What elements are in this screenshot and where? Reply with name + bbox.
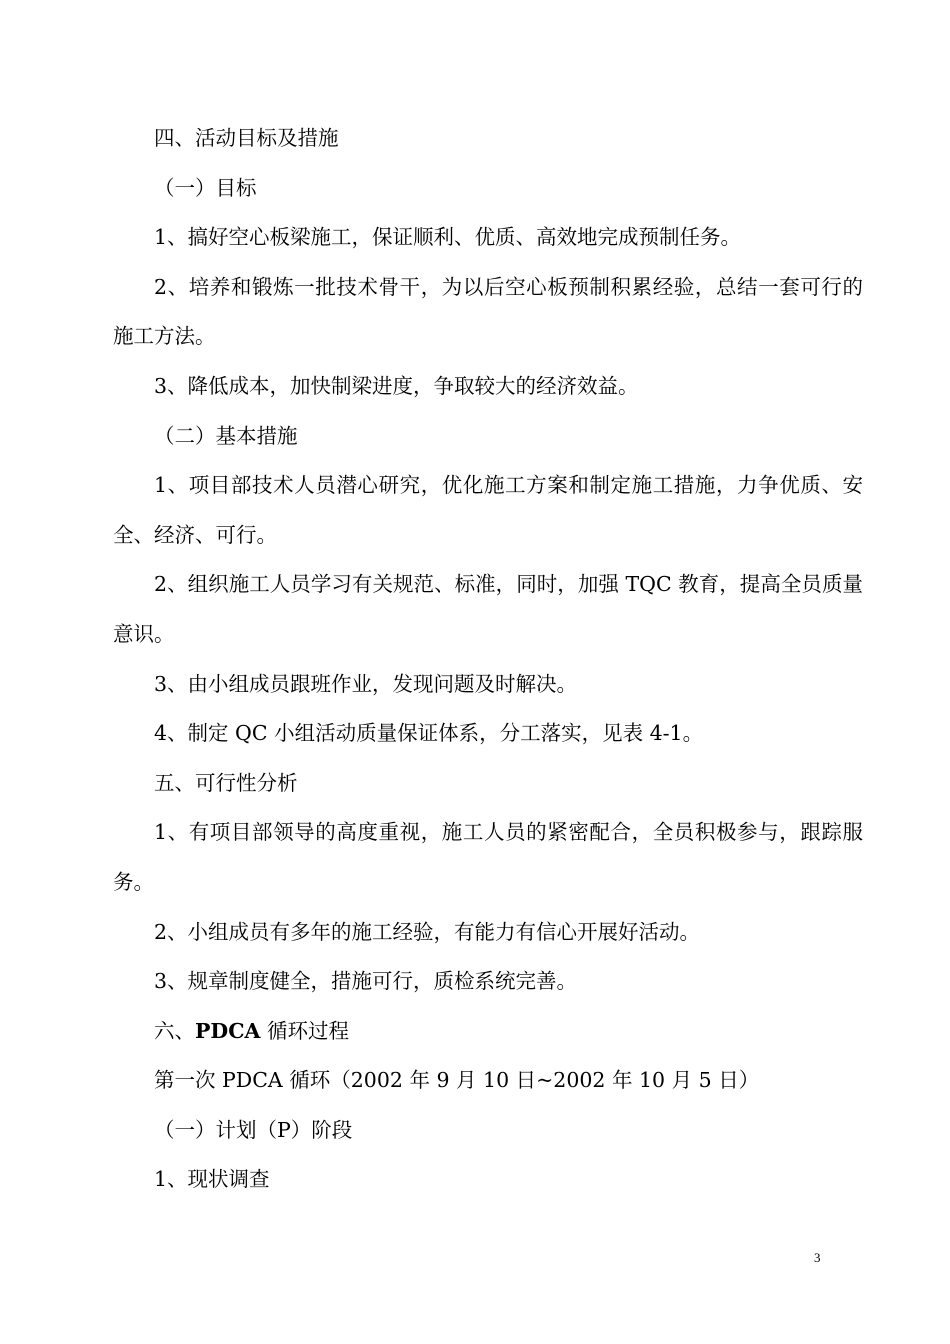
plan-phase-heading: （一）计划（P）阶段 bbox=[154, 1117, 353, 1142]
feasibility-item-1: 1、有项目部领导的高度重视，施工人员的紧密配合，全员积极参与，跟踪服务。 bbox=[113, 820, 863, 894]
section-heading-6-bold: PDCA bbox=[195, 1018, 261, 1043]
measure-item-2: 2、组织施工人员学习有关规范、标准，同时，加强 TQC 教育，提高全员质量意识。 bbox=[113, 572, 863, 646]
feasibility-item-3: 3、规章制度健全，措施可行，质检系统完善。 bbox=[154, 969, 578, 994]
page-number: 3 bbox=[814, 1250, 821, 1265]
document-body bbox=[113, 114, 863, 1205]
measure-item-1: 1、项目部技术人员潜心研究，优化施工方案和制定施工措施，力争优质、安全、经济、可行。 bbox=[113, 473, 863, 547]
section-heading-6-prefix: 六、 bbox=[154, 1018, 195, 1043]
subsection-heading-goals: （一）目标 bbox=[154, 175, 257, 200]
measure-item-3: 3、由小组成员跟班作业，发现问题及时解决。 bbox=[154, 671, 578, 696]
feasibility-item-2: 2、小组成员有多年的施工经验，有能力有信心开展好活动。 bbox=[154, 919, 701, 944]
pdca-cycle-title: 第一次 PDCA 循环（2002 年 9 月 10 日~2002 年 10 月 5 日） bbox=[154, 1068, 760, 1093]
section-heading-6 bbox=[113, 1007, 863, 1057]
status-survey-heading: 1、现状调查 bbox=[154, 1167, 270, 1192]
goal-item-3: 3、降低成本，加快制梁进度，争取较大的经济效益。 bbox=[154, 373, 639, 398]
goal-item-2: 2、培养和锻炼一批技术骨干，为以后空心板预制积累经验，总结一套可行的施工方法。 bbox=[113, 274, 863, 349]
goal-item-1: 1、搞好空心板梁施工，保证顺利、优质、高效地完成预制任务。 bbox=[154, 225, 742, 250]
section-heading-4: 四、活动目标及措施 bbox=[154, 126, 339, 150]
section-heading-5: 五、可行性分析 bbox=[154, 770, 298, 795]
subsection-heading-measures: （二）基本措施 bbox=[154, 423, 298, 448]
section-heading-6-suffix: 循环过程 bbox=[260, 1018, 349, 1043]
measure-item-4: 4、制定 QC 小组活动质量保证体系，分工落实，见表 4-1。 bbox=[154, 721, 704, 746]
